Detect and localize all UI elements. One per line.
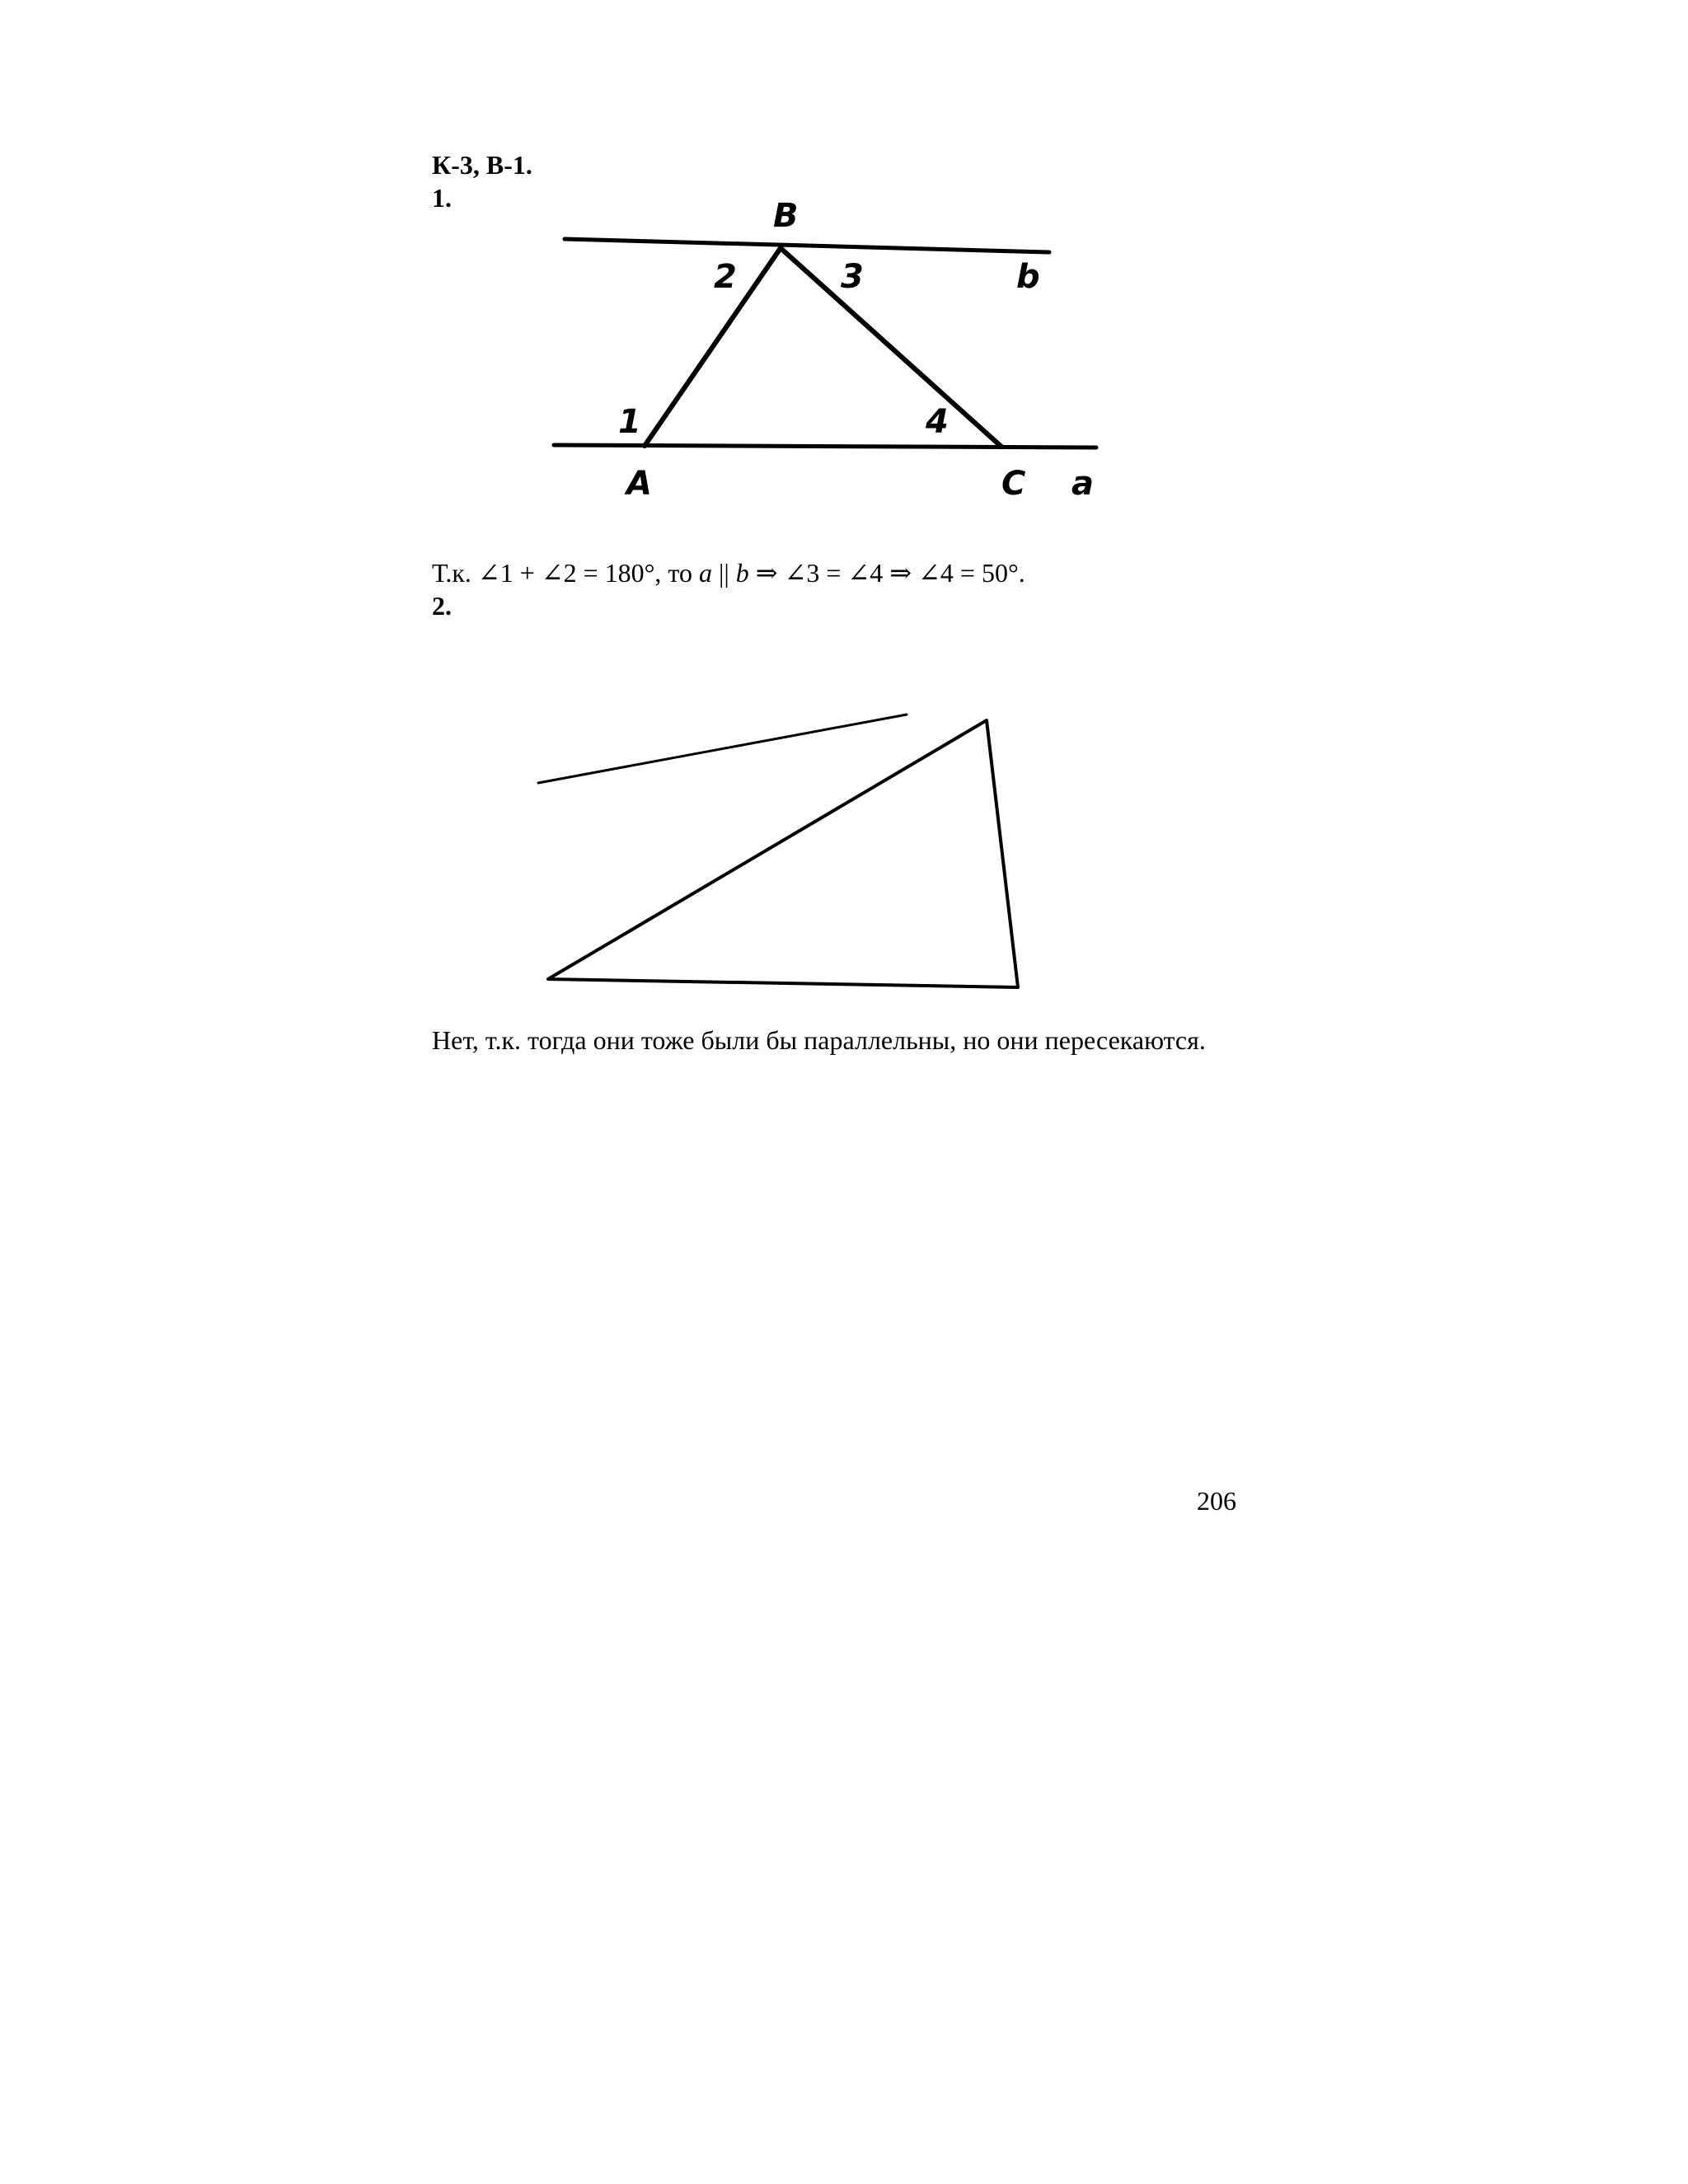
solution-1-var-a: a [698,558,712,588]
separate-line [538,715,907,783]
solution-2 [432,1024,1235,1057]
label-vertex-a: A [626,465,652,503]
segment-ab [645,248,781,446]
triangle [548,720,1018,987]
problem-2-number: 2. [432,591,452,621]
solution-1-part1: Т.к. ∠1 + ∠2 = 180°, то [432,558,699,588]
solution-1-parallel: || [711,558,736,588]
label-line-b: b [1016,258,1040,296]
label-line-a: a [1071,465,1094,503]
page-number: 206 [1197,1486,1236,1516]
solution-1 [432,556,1235,622]
solution-1-var-b: b [735,558,749,588]
line-b [565,239,1049,252]
problem-1-number: 1. [432,183,452,213]
solution-1-line [432,556,1235,589]
figure-1-parallel-lines-triangle [536,194,1129,507]
line-a [554,445,1096,448]
label-angle-3: 3 [841,258,864,296]
label-angle-4: 4 [926,403,949,441]
label-vertex-b: B [773,197,799,235]
label-vertex-c: C [1001,465,1026,503]
variant-title: К-3, В-1. [432,150,532,180]
figure-2-line-and-triangle [528,668,1055,1014]
segment-bc [781,248,1001,447]
label-angle-2: 2 [714,258,737,296]
solution-2-text: Нет, т.к. тогда они тоже были бы параллельны, но они пересекаются. [432,1025,1206,1055]
solution-1-part2: ⇒ ∠3 = ∠4 ⇒ ∠4 = 50°. [748,558,1025,588]
label-angle-1: 1 [618,403,641,441]
